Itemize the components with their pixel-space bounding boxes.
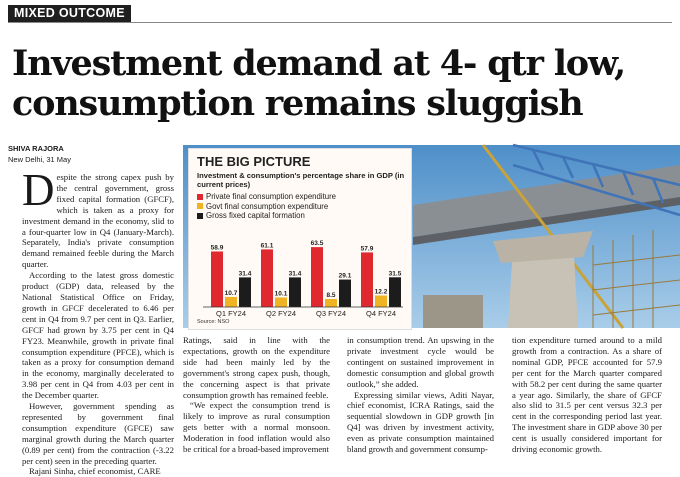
bar-gfcf-q1 (239, 277, 251, 307)
author-name: SHIVA RAJORA (8, 144, 64, 153)
article-paragraph: Ratings, said in line with the expectations, growth on the expenditure side had been mainly led by the government's strong capex push, though, the concerning aspect is that private consumption growth has remained feeble. (183, 335, 330, 400)
bar-private-q4 (361, 252, 373, 307)
chart-source: Source: NSO (197, 319, 230, 325)
drop-cap: D (22, 165, 55, 215)
byline (8, 143, 71, 165)
data-label-private-q3: 63.5 (310, 240, 324, 248)
data-label-govt-q1: 10.7 (224, 289, 238, 297)
bar-private-q3 (311, 247, 323, 307)
article-column-4 (512, 335, 662, 455)
legend-label-govt: Govt final consumption expenditure (206, 201, 329, 211)
big-picture-chart (188, 148, 412, 330)
bar-govt-q3 (325, 299, 337, 307)
data-label-gfcf-q1: 31.4 (238, 270, 252, 278)
chart-subtitle: Investment & consumption's percentage share in GDP (in current prices) (197, 171, 405, 189)
data-label-private-q2: 61.1 (260, 242, 274, 250)
article-paragraph: “We expect the consumption trend is likely to improve as rural consumption gets better with a normal monsoon. Moderation in food inflation would also be critical for a broad-based improvement (183, 400, 330, 455)
chart-title: THE BIG PICTURE (197, 154, 311, 169)
article-text: espite the strong capex push by the central government, gross fixed capital formation (GFCF), which is taken as a proxy for investment demand in the economy, slid to a four-quarter low in Q4 (January-March). Separately, India's private consumption demand remained feeble during the March quarter. (22, 172, 174, 270)
bar-gfcf-q2 (289, 277, 301, 307)
dateline: New Delhi, 31 May (8, 155, 71, 164)
data-label-govt-q4: 12.2 (374, 288, 388, 296)
legend-label-gfcf: Gross fixed capital formation (206, 211, 305, 221)
x-tick-label: Q1 FY24 (215, 309, 247, 318)
bar-govt-q2 (275, 297, 287, 307)
article-column-2 (183, 335, 330, 455)
bar-govt-q4 (375, 295, 387, 307)
kicker-divider (8, 22, 672, 23)
data-label-gfcf-q4: 31.5 (388, 270, 402, 278)
article-column-3 (347, 335, 494, 455)
section-kicker: MIXED OUTCOME (8, 5, 131, 22)
bar-govt-q1 (225, 297, 237, 307)
bar-gfcf-q4 (389, 277, 401, 307)
bar-private-q2 (261, 249, 273, 307)
bar-private-q1 (211, 251, 223, 307)
data-label-gfcf-q2: 31.4 (288, 270, 302, 278)
x-tick-label: Q4 FY24 (365, 309, 397, 318)
data-label-private-q4: 57.9 (360, 245, 374, 253)
article-paragraph: Rajani Sinha, chief economist, CARE (29, 466, 161, 477)
article-paragraph: According to the latest gross domestic product (GDP) data, released by the National Statistical Office on Friday, growth in GFCF decelerated to 6.46 per cent in Q4 from 9.7 per cent in Q3. Earlier, GFCF had grown by 3.75 per cent in Q4 FY23. Meanwhile, growth in private final consumption expenditure (PFCE), which is taken as a proxy for consumption demand in the economy, marginally decelerated to 3.98 per cent in Q4 from 4.03 per cent in the December quarter. (22, 270, 174, 401)
data-label-gfcf-q3: 29.1 (338, 272, 352, 280)
data-label-private-q1: 58.9 (210, 244, 224, 252)
legend-label-private: Private final consumption expenditure (206, 192, 337, 201)
headline-line-1: Investment demand at 4- qtr low, (12, 43, 626, 84)
data-label-govt-q3: 8.5 (326, 291, 336, 299)
headline (12, 44, 672, 124)
data-label-govt-q2: 10.1 (274, 290, 288, 298)
x-tick-label: Q2 FY24 (265, 309, 297, 318)
article-paragraph: Expressing similar views, Aditi Nayar, chief economist, ICRA Ratings, said the sequential slowdown in GDP growth [in Q4] was driven by investment activity, even as private consumption maintained bland growth and government consump- (347, 389, 494, 455)
bar-gfcf-q3 (339, 280, 351, 307)
article-paragraph (22, 165, 174, 270)
x-tick-label: Q3 FY24 (315, 309, 347, 318)
headline-line-2: consumption remains sluggish (12, 83, 583, 124)
article-paragraph: tion expenditure turned around to a mild growth from a contraction. As a share of nominal GDP, PFCE accounted for 57.9 per cent for the March quarter compared with 58.2 per cent during the same quarter a year ago. Similarly, the share of GFCF also slid to 31.5 per cent versus 32.3 per cent in the corresponding period last year. The investment share in GDP above 30 per cent is usually considered important for driving economic growth. (512, 335, 662, 455)
article-paragraph: in consumption trend. An upswing in the private investment cycle would be contingent on sustained improvement in domestic consumption and global growth outlook,” she added. (347, 335, 494, 389)
article-paragraph: However, government spending as represented by government final consumption expenditure (GFCE) saw marginal growth during the March quarter (0.89 per cent) from the contraction (-3.22 per cent) seen in the preceding quarter. (22, 401, 174, 466)
chart-plot (189, 149, 413, 331)
article-column-1 (22, 165, 174, 477)
